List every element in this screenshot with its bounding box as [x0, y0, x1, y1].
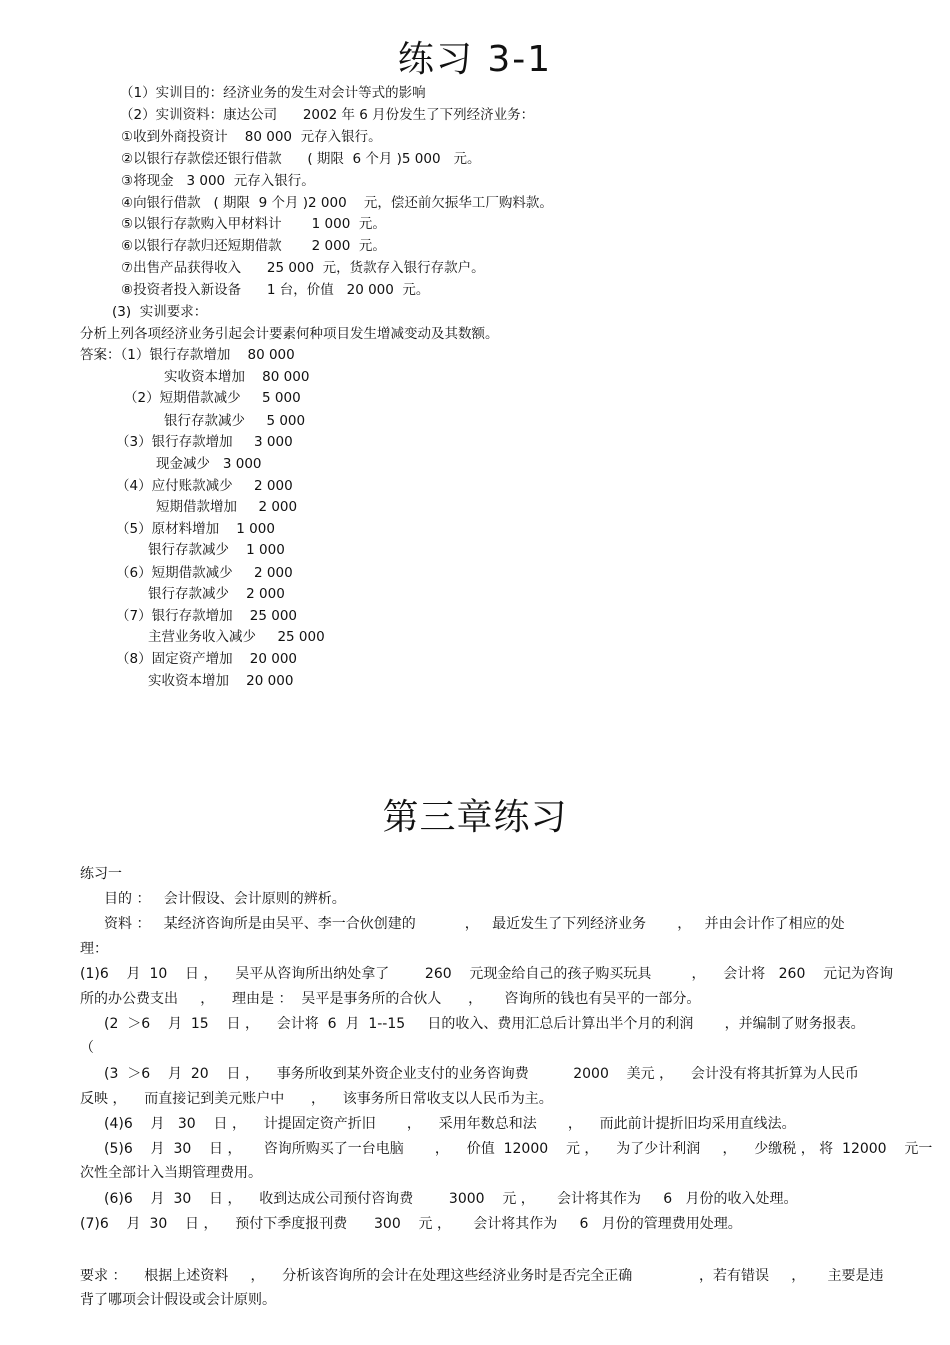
case-item-4: (4)6 月 30 日 ， 计提固定资产折旧 ， 采用年数总和法 ， 而此前计提折旧均采用直线法。 [104, 1116, 796, 1132]
transaction-line-8: ⑧投资者投入新设备 1 台，价值 20 000 元。 [121, 282, 430, 298]
case-item-6: (6)6 月 30 日 ， 收到达成公司预付咨询费 3000 元 ， 会计将其作为 6 月份的收入处理。 [104, 1191, 798, 1207]
transaction-line-6: ⑥以银行存款归还短期借款 2 000 元。 [121, 238, 386, 254]
case-item-2: (2 ＞6 月 15 日 ， 会计将 6 月 1--15 日的收入、费用汇总后计算出半个月的利润 ，并编制了财务报表。 [104, 1016, 865, 1032]
transaction-line-3: ③将现金 3 000 元存入银行。 [121, 173, 315, 189]
material-line-continued: 理： [80, 941, 108, 957]
transaction-line-4: ④向银行借款 ( 期限 9 个月 )2 000 元，偿还前欠振华工厂购料款。 [121, 195, 553, 211]
case-item-2-bracket: （ [80, 1040, 94, 1056]
exercise-one-heading: 练习一 [80, 866, 122, 882]
training-requirement-text: 分析上列各项经济业务引起会计要素何种项目发生增减变动及其数额。 [80, 326, 499, 342]
requirement-line-continued: 背了哪项会计假设或会计原则。 [80, 1292, 276, 1308]
answer-line: 银行存款减少 1 000 [148, 542, 285, 558]
answer-line: 实收资本增加 20 000 [148, 673, 294, 689]
answer-line: 短期借款增加 2 000 [156, 499, 298, 515]
case-item-1: (1)6 月 10 日 ， 吴平从咨询所出纳处拿了 260 元现金给自己的孩子购买玩具 ， 会计将 260 元记为咨询 [80, 966, 894, 982]
case-item-3-continued: 反映 ， 而直接记到美元账户中 ， 该事务所日常收支以人民币为主。 [80, 1091, 553, 1107]
answer-line: （2）短期借款减少 5 000 [124, 390, 301, 406]
transaction-line-7: ⑦出售产品获得收入 25 000 元，货款存入银行存款户。 [121, 260, 485, 276]
answer-line: 实收资本增加 80 000 [164, 369, 310, 385]
exercise-3-1-title: 练习 3-1 [397, 39, 553, 80]
transaction-line-1: ①收到外商投资计 80 000 元存入银行。 [121, 129, 382, 145]
case-item-3: (3 ＞6 月 20 日 ， 事务所收到某外资企业支付的业务咨询费 2000 美元 ， 会计没有将其折算为人民币 [104, 1066, 859, 1082]
transaction-line-2: ②以银行存款偿还银行借款 ( 期限 6 个月 )5 000 元。 [121, 151, 481, 167]
transaction-line-5: ⑤以银行存款购入甲材料计 1 000 元。 [121, 216, 386, 232]
training-requirement-heading: (3) 实训要求： [112, 304, 208, 320]
chapter-3-title: 第三章练习 [382, 797, 568, 838]
case-item-7: (7)6 月 30 日 ， 预付下季度报刊费 300 元 ， 会计将其作为 6 月份的管理费用处理。 [80, 1216, 742, 1232]
answer-line: （6）短期借款减少 2 000 [116, 565, 293, 581]
answer-line: 现金减少 3 000 [156, 456, 262, 472]
purpose-line: 目的 ： 会计假设、会计原则的辨析。 [104, 891, 346, 907]
answer-line: （4）应付账款减少 2 000 [116, 478, 293, 494]
answer-line: （3）银行存款增加 3 000 [116, 434, 293, 450]
material-line: 资料 ： 某经济咨询所是由吴平、李一合伙创建的 ， 最近发生了下列经济业务 ， 并由会计作了相应的处 [104, 916, 845, 932]
answer-line: （7）银行存款增加 25 000 [116, 608, 297, 624]
training-material-line: （2）实训资料：康达公司 2002 年 6 月份发生了下列经济业务： [120, 107, 535, 123]
training-purpose-line: （1）实训目的：经济业务的发生对会计等式的影响 [120, 85, 426, 101]
answer-line: （8）固定资产增加 20 000 [116, 651, 297, 667]
requirement-line: 要求 ： 根据上述资料 ， 分析该咨询所的会计在处理这些经济业务时是否完全正确 ，若有错误 ， 主要是违 [80, 1268, 884, 1284]
answer-line: 银行存款减少 2 000 [148, 586, 285, 602]
answer-line: 答案：（1）银行存款增加 80 000 [80, 347, 295, 363]
answer-line: 银行存款减少 5 000 [164, 413, 306, 429]
answer-line: 主营业务收入减少 25 000 [148, 629, 325, 645]
case-item-1-continued: 所的办公费支出 ， 理由是 ： 吴平是事务所的合伙人 ， 咨询所的钱也有吴平的一部分。 [80, 991, 701, 1007]
case-item-5: (5)6 月 30 日 ， 咨询所购买了一台电脑 ， 价值 12000 元 ， 为了少计利润 ， 少缴税 ， 将 12000 元一 [104, 1141, 933, 1157]
case-item-5-continued: 次性全部计入当期管理费用。 [80, 1165, 262, 1181]
answer-line: （5）原材料增加 1 000 [116, 521, 275, 537]
